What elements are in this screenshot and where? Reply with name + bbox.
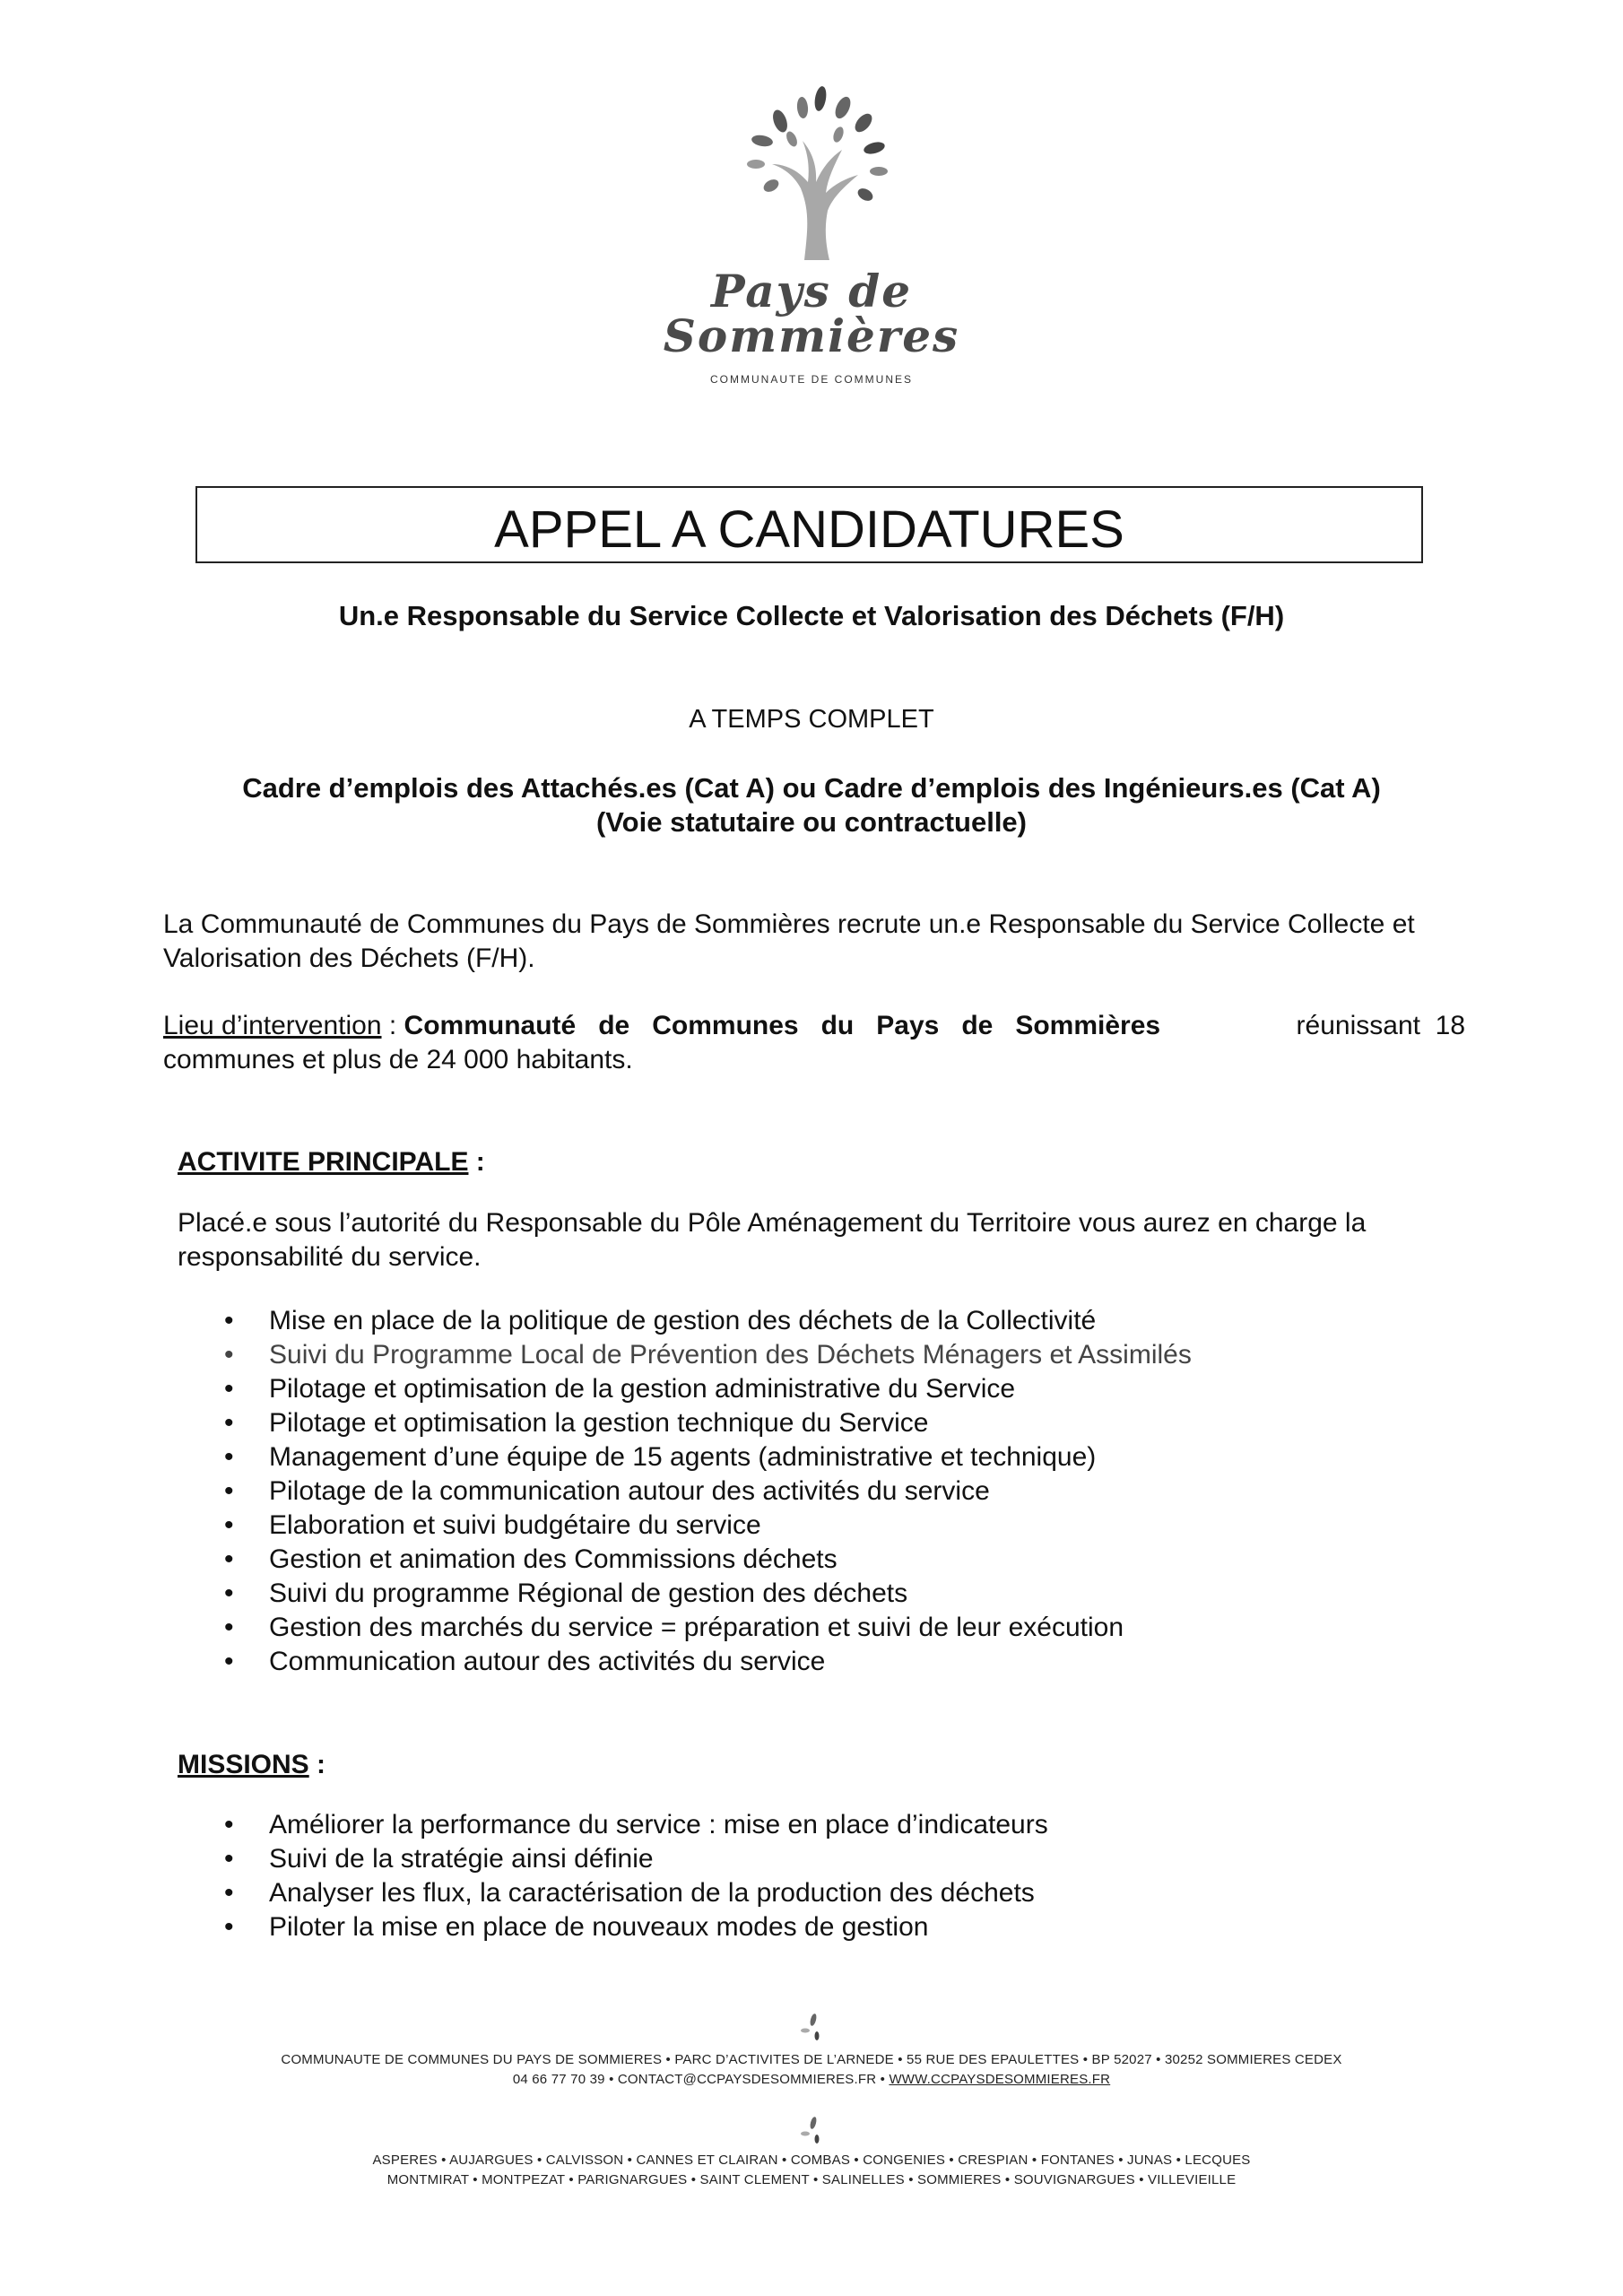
tree-icon: [731, 85, 901, 260]
list-item: • Piloter la mise en place de nouveaux modes de gestion: [224, 1910, 1048, 1944]
list-item: • Pilotage et optimisation la gestion technique du Service: [224, 1406, 1192, 1440]
missions-list: [224, 1808, 1048, 1944]
list-item: • Gestion des marchés du service = préparation et suivi de leur exécution: [224, 1611, 1192, 1645]
missions-heading: MISSIONS :: [178, 1750, 326, 1779]
work-time: A TEMPS COMPLET: [689, 705, 934, 734]
logo-name-line1: Pays de: [710, 265, 913, 317]
footer-contact: 04 66 77 70 39 • CONTACT@CCPAYSDESOMMIERES.FR • WWW.CCPAYSDESOMMIERES.FR: [512, 2072, 1111, 2087]
list-item: • Gestion et animation des Commissions déchets: [224, 1543, 1192, 1577]
list-item: • Pilotage de la communication autour des activités du service: [224, 1474, 1192, 1509]
lieu-label: Lieu d’intervention: [163, 1011, 382, 1040]
activites-list: [224, 1304, 1192, 1679]
activite-heading: ACTIVITE PRINCIPALE :: [178, 1147, 485, 1177]
intro-line-2: Valorisation des Déchets (F/H).: [163, 944, 535, 973]
lieu-separator: :: [381, 1011, 404, 1040]
lieu-line-2: communes et plus de 24 000 habitants.: [163, 1045, 633, 1074]
job-title: Un.e Responsable du Service Collecte et Valorisation des Déchets (F/H): [338, 600, 1285, 631]
footer-communes-line-1: ASPERES • AUJARGUES • CALVISSON • CANNES ET CLAIRAN • COMBAS • CONGENIES • CRESPIAN • FONTANES • JUNAS • LECQUES: [372, 2152, 1251, 2168]
logo-subtitle: COMMUNAUTE DE COMMUNES: [710, 373, 913, 386]
logo-name-line2: Sommières: [663, 309, 960, 362]
lieu-line-1: [163, 1009, 1465, 1043]
leaf-icon: [794, 2112, 829, 2148]
page-title: APPEL A CANDIDATURES: [494, 500, 1124, 559]
list-item: • Suivi du Programme Local de Prévention des Déchets Ménagers et Assimilés: [224, 1338, 1192, 1372]
cadre-emplois: [0, 771, 1623, 839]
intro-line-1: La Communauté de Communes du Pays de Sommières recrute un.e Responsable du Service Collecte et: [163, 909, 1415, 939]
lieu-rest: réunissant 18: [1296, 1011, 1465, 1040]
footer-communes-line-2: MONTMIRAT • MONTPEZAT • PARIGNARGUES • SAINT CLEMENT • SALINELLES • SOMMIERES • SOUVIGNARGUES • VILLEVIEILLE: [386, 2172, 1237, 2187]
activite-intro-line-1: Placé.e sous l’autorité du Responsable du Pôle Aménagement du Territoire vous aurez en charge la: [178, 1208, 1367, 1238]
lieu-org: Communauté de Communes du Pays de Sommières: [404, 1011, 1161, 1040]
list-item: • Suivi du programme Régional de gestion des déchets: [224, 1577, 1192, 1611]
list-item: • Analyser les flux, la caractérisation de la production des déchets: [224, 1876, 1048, 1910]
title-box: [195, 486, 1423, 563]
list-item: • Communication autour des activités du service: [224, 1645, 1192, 1679]
list-item: • Améliorer la performance du service : mise en place d’indicateurs: [224, 1808, 1048, 1842]
list-item: • Elaboration et suivi budgétaire du service: [224, 1509, 1192, 1543]
list-item: • Mise en place de la politique de gestion des déchets de la Collectivité: [224, 1304, 1192, 1338]
logo-wordmark: [0, 265, 1623, 362]
leaf-icon: [794, 2009, 829, 2045]
list-item: • Suivi de la stratégie ainsi définie: [224, 1842, 1048, 1876]
list-item: • Management d’une équipe de 15 agents (administrative et technique): [224, 1440, 1192, 1474]
activite-intro-line-2: responsabilité du service.: [178, 1242, 482, 1272]
cadre-line-1: Cadre d’emplois des Attachés.es (Cat A) ou Cadre d’emplois des Ingénieurs.es (Cat A): [242, 772, 1381, 804]
website-link[interactable]: WWW.CCPAYSDESOMMIERES.FR: [889, 2072, 1111, 2087]
list-item: • Pilotage et optimisation de la gestion administrative du Service: [224, 1372, 1192, 1406]
footer-address: COMMUNAUTE DE COMMUNES DU PAYS DE SOMMIERES • PARC D’ACTIVITES DE L’ARNEDE • 55 RUE DES EPAULETTES • BP 52027 • 30252 SOMMIERES CEDEX: [281, 2052, 1342, 2067]
cadre-line-2: (Voie statutaire ou contractuelle): [595, 806, 1027, 838]
